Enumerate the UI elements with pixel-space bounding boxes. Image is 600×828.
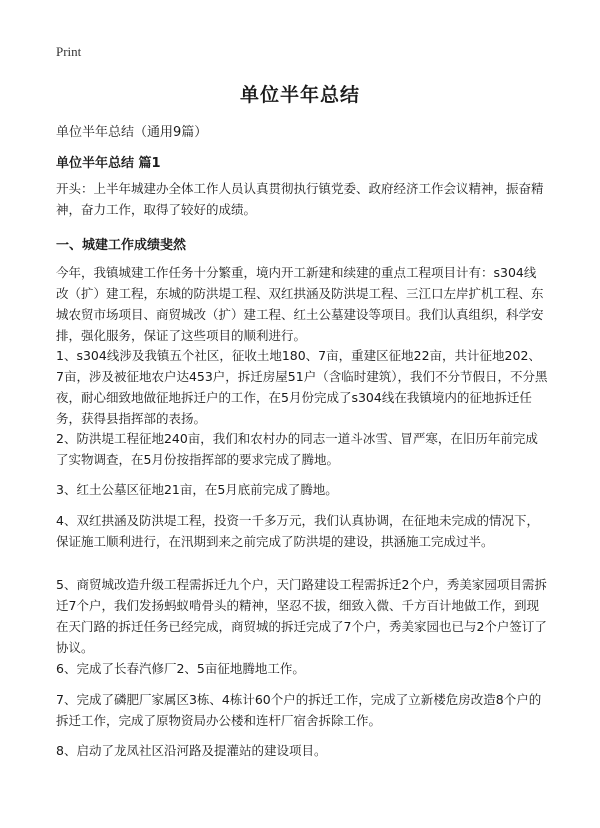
body-paragraph: 8、启动了龙凤社区沿河路及提灌站的建设项目。 [56, 743, 327, 758]
body-paragraph: 5、商贸城改造升级工程需拆迁九个户，天门路建设工程需拆迁2个户，秀美家园项目需拆迁7个户，我们发扬蚂蚁啃骨头的精神，坚忍不拔，细致入微、千方百计地做工作，到现在天门路的拆迁任务已经完成，商贸城的拆迁完成了7个户，秀美家园也已与2个户签订了协议。 [56, 577, 547, 655]
body-paragraph: 今年，我镇城建工作任务十分繁重，境内开工新建和续建的重点工程项目计有：s304线改（扩）建工程，东城的防洪堤工程、双红拱涵及防洪堤工程、三江口左岸扩机工程、东城农贸市场项目、商贸城改（扩）建工程、红土公墓建设等项目。我们认真组织，科学安排，强化服务，保证了这些项目的顺利进行。 [56, 265, 544, 343]
body-paragraph: 4、双红拱涵及防洪堤工程，投资一千多万元，我们认真协调，在征地未完成的情况下，保证施工顺利进行，在汛期到来之前完成了防洪堤的建设，拱涵施工完成过半。 [56, 513, 539, 549]
print-link[interactable]: Print [56, 44, 82, 59]
body-paragraph: 6、完成了长春汽修厂2、5亩征地腾地工作。 [56, 661, 305, 676]
section-heading: 一、城建工作成绩斐然 [56, 238, 187, 253]
body-paragraph: 7、完成了磷肥厂家属区3栋、4栋计60个户的拆迁工作，完成了立新楼危房改造8个户的拆迁工作，完成了原物资局办公楼和连杆厂宿舍拆除工作。 [56, 692, 542, 728]
article-heading: 单位半年总结 篇1 [56, 156, 161, 171]
body-paragraph: 3、红土公墓区征地21亩，在5月底前完成了腾地。 [56, 482, 338, 497]
intro-paragraph: 开头：上半年城建办全体工作人员认真贯彻执行镇党委、政府经济工作会议精神，振奋精神，奋力工作，取得了较好的成绩。 [56, 181, 544, 217]
body-paragraph: 2、防洪堤工程征地240亩，我们和农村办的同志一道斗冰雪、冒严寒，在旧历年前完成了实物调查，在5月份按指挥部的要求完成了腾地。 [56, 431, 538, 467]
body-paragraph: 1、s304线涉及我镇五个社区，征收土地180、7亩，重建区征地22亩，共计征地202、7亩，涉及被征地农户达453户，拆迁房屋51户（含临时建筑），我们不分节假日，不分黑夜，耐心细致地做征地拆迁户的工作，在5月份完成了s304线在我镇境内的征地拆迁任务，获得县指挥部的表扬。 [56, 348, 548, 426]
document-title: 单位半年总结 [239, 84, 360, 106]
document-subtitle: 单位半年总结（通用9篇） [56, 125, 208, 140]
